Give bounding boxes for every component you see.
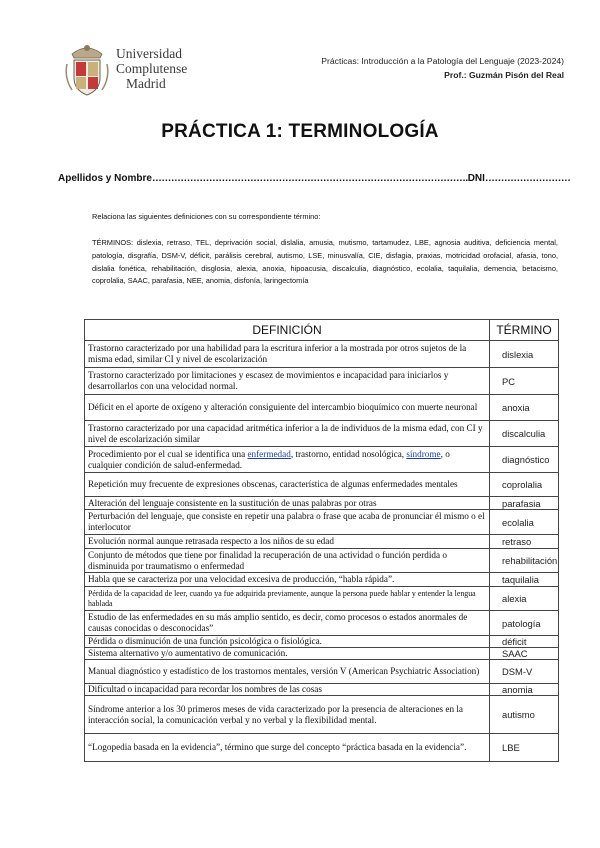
term-cell: parafasia <box>490 497 559 510</box>
table-row <box>85 636 559 648</box>
term-cell: discalculia <box>490 421 559 447</box>
definition-cell: Pérdida de la capacidad de leer, cuando ya fue adquirida previamente, aunque la persona puede hablar y entender la lengua hablada <box>85 587 490 611</box>
professor-name: Prof.: Guzmán Pisón del Real <box>444 70 564 80</box>
term-cell: rehabilitación <box>490 549 559 573</box>
definition-cell <box>85 447 490 473</box>
name-blank: ………………………………………………………………………………………. <box>151 173 468 184</box>
definition-cell: Síndrome anterior a los 30 primeros meses de vida caracterizado por la presencia de alteraciones en la interacción social, la comunicación verbal y no verbal y la flexibilidad mental. <box>85 696 490 734</box>
definition-text: Procedimiento por el cual se identifica una <box>88 448 248 459</box>
table-row <box>85 535 559 549</box>
term-cell: déficit <box>490 636 559 648</box>
dni-blank: ……………………… <box>484 173 571 184</box>
term-cell: LBE <box>490 734 559 762</box>
name-label: Apellidos y Nombre <box>58 173 152 184</box>
table-row <box>85 341 559 368</box>
column-header-definition: DEFINICIÓN <box>85 320 490 341</box>
table-row <box>85 549 559 573</box>
term-cell: taquilalia <box>490 573 559 587</box>
term-cell: autismo <box>490 696 559 734</box>
term-cell: SAAC <box>490 648 559 660</box>
table-row <box>85 648 559 660</box>
term-cell: anomia <box>490 684 559 696</box>
definition-cell: Dificultad o incapacidad para recordar los nombres de las cosas <box>85 684 490 696</box>
term-cell: alexia <box>490 587 559 611</box>
dni-label: DNI <box>467 173 485 184</box>
definition-cell: Perturbación del lenguaje, que consiste en repetir una palabra o frase que acaba de pronunciar él mismo o el interlocutor <box>85 510 490 535</box>
definition-cell: Trastorno caracterizado por una capacidad aritmética inferior a la de individuos de la misma edad, con CI y nivel de escolarización similar <box>85 421 490 447</box>
definition-cell: Déficit en el aporte de oxígeno y alteración consiguiente del intercambio bioquímico con muerte neuronal <box>85 395 490 421</box>
definition-text: , trastorno, entidad nosológica, <box>290 448 407 459</box>
page-title: PRÁCTICA 1: TERMINOLOGÍA <box>161 121 439 142</box>
university-crest-icon <box>64 40 110 98</box>
definition-cell: Sistema alternativo y/o aumentativo de comunicación. <box>85 648 490 660</box>
definition-cell: Alteración del lenguaje consistente en la sustitución de unas palabras por otras <box>85 497 490 510</box>
definition-cell: Conjunto de métodos que tiene por finalidad la recuperación de una actividad o función perdida o disminuida por traumatismo o enfermedad <box>85 549 490 573</box>
university-name-line3: Madrid <box>126 76 166 91</box>
table-row <box>85 573 559 587</box>
instructions: Relaciona las siguientes definiciones con su correspondiente término: <box>92 212 321 221</box>
table-header-row <box>85 320 559 341</box>
terms-list: TÉRMINOS: dislexia, retraso, TEL, deprivación social, dislalia, amusia, mutismo, tartamudez, LBE, agnosia auditiva, deficiencia mental, patología, disgrafía, DSM-V, déficit, parálisis cerebral, autismo, LSE, minusvalía, CIE, disfagia, praxias, motricidad orofacial, afasia, tono, dislalia fonética, rehabilitación, disglosia, alexia, anoxia, hipoacusia, discalculia, diagnóstico, ecolalia, taquilalia, demencia, betacismo, coprolalia, SAAC, parafasia, NEE, anomia, disfonía, laringectomía <box>92 238 558 286</box>
term-cell: patología <box>490 611 559 636</box>
table-row <box>85 510 559 535</box>
term-cell: dislexia <box>490 341 559 368</box>
table-row <box>85 421 559 447</box>
definitions-table <box>84 319 559 762</box>
definition-cell: Habla que se caracteriza por una velocidad excesiva de producción, “habla rápida”. <box>85 573 490 587</box>
term-cell: coprolalia <box>490 473 559 497</box>
table-row <box>85 587 559 611</box>
definition-cell: Evolución normal aunque retrasada respecto a los niños de su edad <box>85 535 490 549</box>
table-row <box>85 734 559 762</box>
student-fields <box>58 173 570 184</box>
term-cell: PC <box>490 368 559 395</box>
definition-cell: “Logopedia basada en la evidencia”, término que surge del concepto “práctica basada en la evidencia”. <box>85 734 490 762</box>
term-cell: DSM-V <box>490 660 559 684</box>
table-row <box>85 684 559 696</box>
term-cell: ecolalia <box>490 510 559 535</box>
course-name: Prácticas: Introducción a la Patología del Lenguaje (2023-2024) <box>321 56 564 66</box>
table-row <box>85 368 559 395</box>
sindrome-link[interactable]: síndrome <box>406 448 441 459</box>
term-cell: diagnóstico <box>490 447 559 473</box>
term-cell: retraso <box>490 535 559 549</box>
definition-text: , o cualquier condición de salud-enfermedad. <box>88 448 450 470</box>
term-cell: anoxia <box>490 395 559 421</box>
table-row <box>85 660 559 684</box>
table-row <box>85 395 559 421</box>
definition-cell: Trastorno caracterizado por una habilidad para la escritura inferior a la mostrada por otros sujetos de la misma edad, similar CI y nivel de escolarización <box>85 341 490 368</box>
enfermedad-link[interactable]: enfermedad <box>247 448 291 459</box>
table-row <box>85 611 559 636</box>
definition-cell: Estudio de las enfermedades en su más amplio sentido, es decir, como procesos o estados anormales de causas conocidas o desconocidas” <box>85 611 490 636</box>
university-name <box>116 46 187 91</box>
definition-cell: Pérdida o disminución de una función psicológica o fisiológica. <box>85 636 490 648</box>
university-name-line2: Complutense <box>116 61 188 76</box>
table-row <box>85 696 559 734</box>
definition-cell: Repetición muy frecuente de expresiones obscenas, característica de algunas enfermedades mentales <box>85 473 490 497</box>
university-logo <box>64 40 274 98</box>
table-row <box>85 497 559 510</box>
definition-cell: Trastorno caracterizado por limitaciones y escasez de movimientos e incapacidad para iniciarlos y desarrollarlos con una velocidad normal. <box>85 368 490 395</box>
table-row <box>85 473 559 497</box>
definition-cell: Manual diagnóstico y estadístico de los trastornos mentales, versión V (American Psychiatric Association) <box>85 660 490 684</box>
university-name-line1: Universidad <box>116 46 182 61</box>
table-row <box>85 447 559 473</box>
document-header <box>321 54 564 82</box>
column-header-term: TÉRMINO <box>490 320 559 341</box>
